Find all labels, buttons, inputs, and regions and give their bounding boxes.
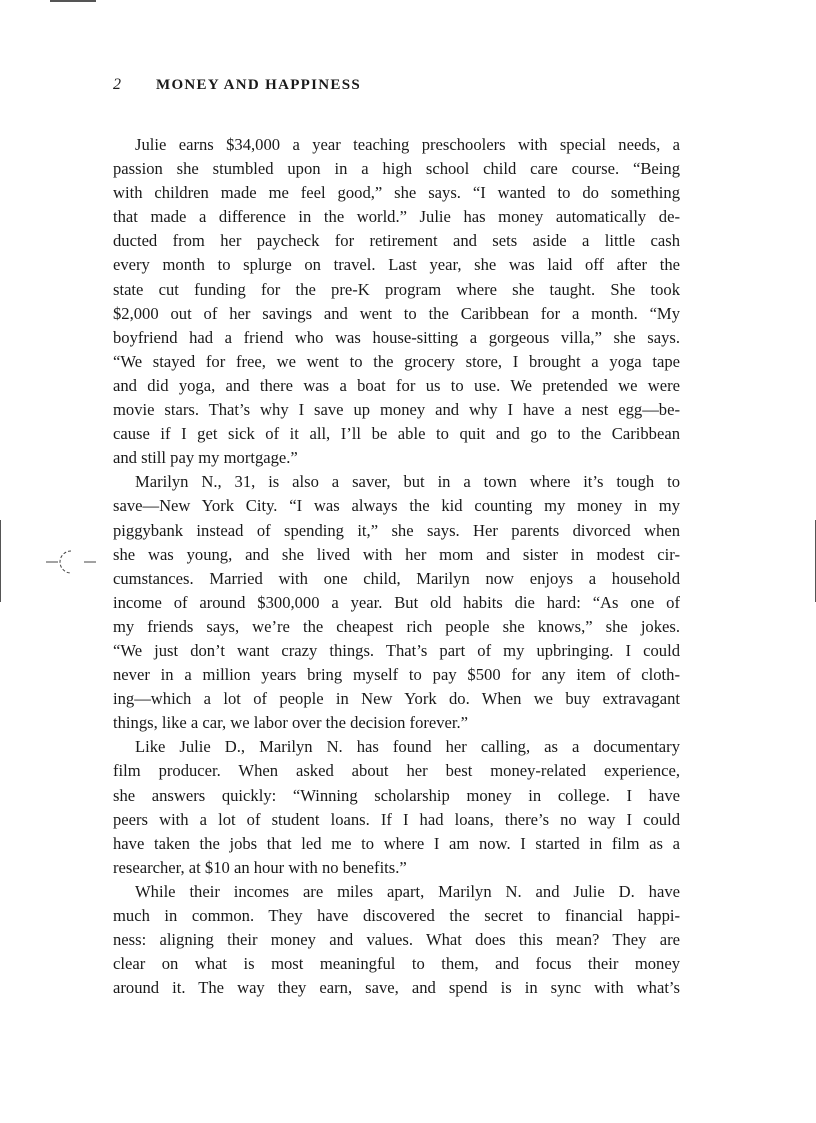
text-line: cause if I get sick of it all, I’ll be able to quit and go to the Caribbean	[113, 424, 680, 444]
text-line: movie stars. That’s why I save up money and why I have a nest egg—be-	[113, 400, 680, 420]
text-line: around it. The way they earn, save, and spend is in sync with what’s	[113, 978, 680, 998]
crop-mark-top	[50, 0, 96, 2]
registration-mark-icon	[44, 546, 100, 578]
text-line: save—New York City. “I was always the kid counting my money in my	[113, 496, 680, 516]
page-number: 2	[113, 76, 121, 93]
text-line: have taken the jobs that led me to where I am now. I started in film as a	[113, 833, 680, 853]
text-line: never in a million years bring myself to pay $500 for any item of cloth-	[113, 665, 680, 685]
text-line: my friends says, we’re the cheapest rich people she knows,” she jokes.	[113, 616, 680, 636]
text-line: “We stayed for free, we went to the grocery store, I brought a yoga tape	[113, 351, 680, 371]
text-line: ducted from her paycheck for retirement and sets aside a little cash	[113, 231, 680, 251]
text-line: that made a difference in the world.” Julie has money automatically de-	[113, 207, 680, 227]
text-line: and did yoga, and there was a boat for us to use. We pretended we were	[113, 375, 680, 395]
text-line: she answers quickly: “Winning scholarship money in college. I have	[113, 785, 680, 805]
crop-mark-left	[0, 520, 1, 602]
text-line: things, like a car, we labor over the decision forever.”	[113, 713, 469, 733]
text-line: Marilyn N., 31, is also a saver, but in a town where it’s tough to	[135, 472, 680, 492]
running-head	[113, 76, 361, 98]
text-line: and still pay my mortgage.”	[113, 448, 298, 468]
text-line: income of around $300,000 a year. But old habits die hard: “As one of	[113, 592, 680, 612]
text-line: $2,000 out of her savings and went to the Caribbean for a month. “My	[113, 303, 680, 323]
text-line: much in common. They have discovered the secret to financial happi-	[113, 906, 680, 925]
text-line: film producer. When asked about her best money-related experience,	[113, 761, 680, 781]
body-text	[113, 133, 680, 1000]
text-line: ness: aligning their money and values. What does this mean? They are	[113, 930, 680, 950]
text-line: every month to splurge on travel. Last year, she was laid off after the	[113, 255, 680, 275]
text-line: cumstances. Married with one child, Marilyn now enjoys a household	[113, 568, 680, 588]
text-line: with children made me feel good,” she says. “I wanted to do something	[113, 183, 680, 203]
text-line: state cut funding for the pre-K program where she taught. She took	[113, 279, 680, 299]
text-line: piggybank instead of spending it,” she says. Her parents divorced when	[113, 520, 680, 540]
text-line: clear on what is most meaningful to them, and focus their money	[113, 954, 680, 974]
text-line: researcher, at $10 an hour with no benefits.”	[113, 857, 407, 877]
text-line: boyfriend had a friend who was house-sitting a gorgeous villa,” she says.	[113, 327, 680, 347]
text-line: peers with a lot of student loans. If I had loans, there’s no way I could	[113, 809, 680, 829]
text-line: Like Julie D., Marilyn N. has found her calling, as a documentary	[135, 737, 680, 757]
text-line: passion she stumbled upon in a high school child care course. “Being	[113, 159, 680, 179]
text-line: she was young, and she lived with her mom and sister in modest cir-	[113, 544, 680, 564]
text-line: Julie earns $34,000 a year teaching preschoolers with special needs, a	[135, 135, 680, 154]
text-line: While their incomes are miles apart, Marilyn N. and Julie D. have	[135, 881, 680, 901]
chapter-title: MONEY AND HAPPINESS	[156, 77, 361, 93]
text-line: ing—which a lot of people in New York do. When we buy extravagant	[113, 689, 680, 709]
text-line: “We just don’t want crazy things. That’s part of my upbringing. I could	[113, 640, 680, 660]
